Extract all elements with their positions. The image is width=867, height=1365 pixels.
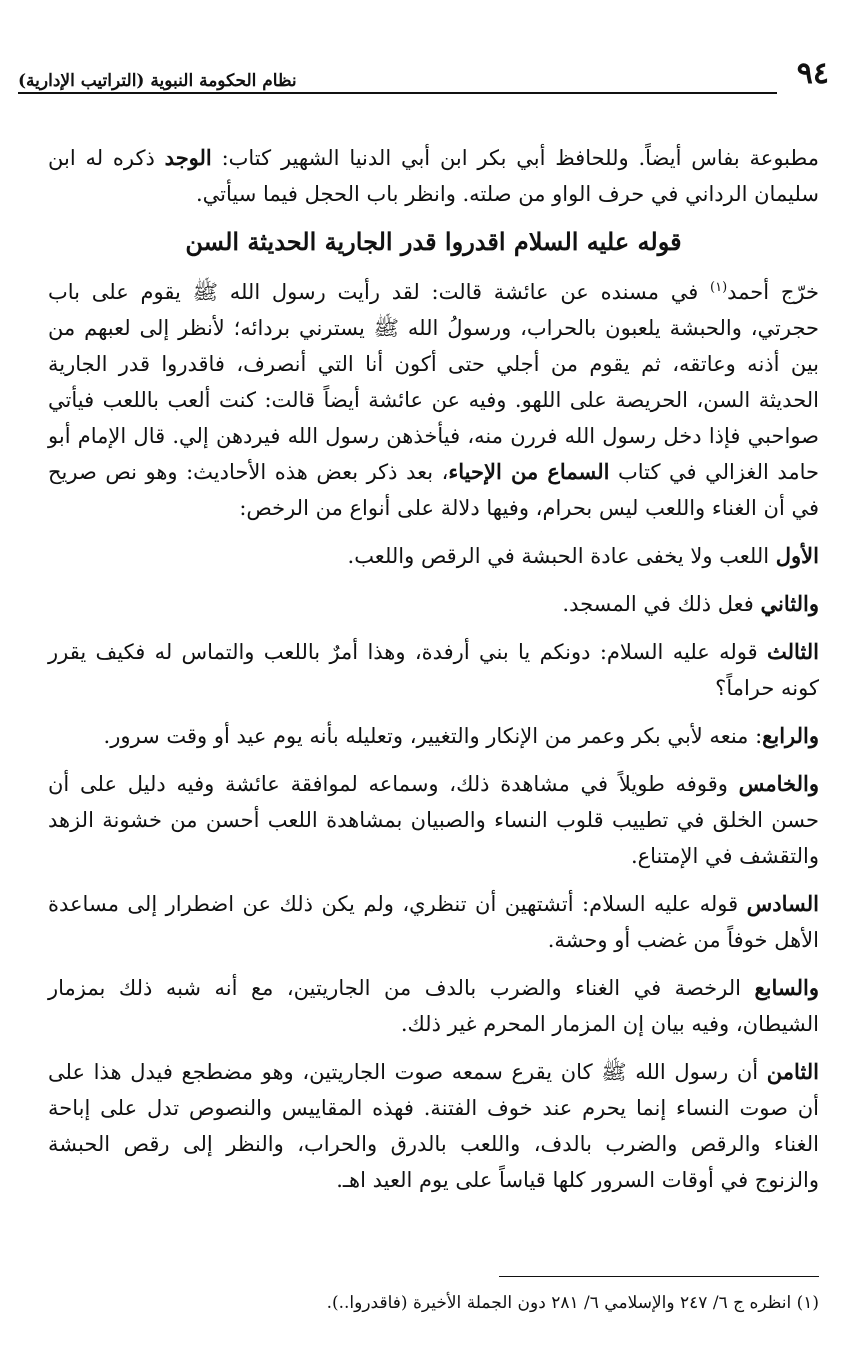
page-body	[48, 140, 819, 1210]
point-text: : منعه لأبي بكر وعمر من الإنكار والتغيير، وتعليله بأنه يوم عيد أو وقت سرور.	[103, 724, 763, 748]
point-label: والسابع	[754, 975, 819, 1000]
point-text: قوله عليه السلام: دونكم يا بني أرفدة، وهذا أمرٌ باللعب والتماس له فكيف يقرر كونه حراماً؟	[48, 640, 819, 700]
point-text: قوله عليه السلام: أتشتهين أن تنظري، ولم يكن ذلك عن اضطرار إلى مساعدة الأهل خوفاً من غضب أو وحشة.	[48, 892, 819, 952]
point-label: والرابع	[762, 723, 819, 748]
point-text: الرخصة في الغناء والضرب بالدف من الجاريتين، مع أنه شبه ذلك بمزمار الشيطان، وفيه بيان إن المزمار المحرم غير ذلك.	[48, 976, 819, 1036]
main-text-3: ، بعد ذكر بعض هذه الأحاديث: وهو نص صريح في أن الغناء واللعب ليس بحرام، وفيها دلالة على أنواع من الرخص:	[48, 460, 819, 520]
book-title: السماع من الإحياء	[448, 459, 610, 484]
footnote-rule	[499, 1276, 819, 1277]
point-label: والثاني	[760, 591, 819, 616]
point-paragraph	[48, 970, 819, 1042]
intro-text: مطبوعة بفاس أيضاً. وللحافظ أبي بكر ابن أبي الدنيا الشهير كتاب:	[211, 146, 819, 170]
point-label: السادس	[746, 891, 819, 916]
keyword-wajd: الوجد	[164, 145, 212, 170]
point-label: الأول	[775, 543, 819, 568]
point-paragraph	[48, 538, 819, 574]
intro-text-2: ذكره له ابن سليمان الرداني في حرف الواو من صلته. وانظر باب الحجل فيما سيأتي.	[48, 146, 819, 206]
point-text: اللعب ولا يخفى عادة الحبشة في الرقص واللعب.	[347, 544, 776, 568]
section-heading: قوله عليه السلام اقدروا قدر الجارية الحديثة السن	[185, 227, 682, 256]
footnote-reference: (١)	[710, 280, 728, 295]
point-paragraph	[48, 886, 819, 958]
point-label: والخامس	[738, 771, 819, 796]
point-text: فعل ذلك في المسجد.	[562, 592, 761, 616]
point-label: الثالث	[767, 639, 819, 664]
main-paragraph	[48, 274, 819, 526]
footnote: (١) انظره ج ٦/ ٢٤٧ والإسلامي ٦/ ٢٨١ دون الجملة الأخيرة (فاقدروا..).	[326, 1293, 819, 1313]
header-rule	[18, 92, 777, 94]
point-paragraph	[48, 1054, 819, 1198]
point-paragraph	[48, 586, 819, 622]
point-paragraph	[48, 718, 819, 754]
main-text-2: في مسنده عن عائشة قالت: لقد رأيت رسول الله ﷺ يقوم على باب حجرتي، والحبشة يلعبون بالحراب، ورسولُ الله ﷺ يسترني بردائه؛ لأنظر إلى لعبهم من بين أذنه وعاتقه، ثم يقوم من أجلي حتى أكون أنا التي أنصرف، فاقدروا قدر الجارية الحديثة السن، الحريصة على اللهو. وفيه عن عائشة أيضاً قالت: كنت ألعب باللعب فيأتي صواحبي فإذا دخل رسول الله فررن منه، فيأخذهن رسول الله فيردهن إلي. قال الإمام أبو حامد الغزالي في كتاب	[48, 280, 819, 484]
running-title: نظام الحكومة النبوية (التراتيب الإدارية)	[18, 71, 297, 91]
intro-paragraph	[48, 140, 819, 212]
point-text: أن رسول الله ﷺ كان يقرع سمعه صوت الجاريتين، وهو مضطجع فيدل هذا على أن صوت النساء إنما يحرم عند خوف الفتنة. فهذه المقاييس والنصوص تدل على إباحة الغناء والرقص والضرب بالدف، واللعب بالدرق والحراب، والنظر إلى رقص الحبشة والزنوج في أوقات السرور كلها قياساً على يوم العيد اهـ.	[48, 1060, 819, 1192]
point-text: وقوفه طويلاً في مشاهدة ذلك، وسماعه لموافقة عائشة وفيه دليل على أن حسن الخلق في تطييب قلوب النساء والصبيان بمشاهدة اللعب أحسن من خشونة الزهد والتقشف في الإمتناع.	[48, 772, 819, 868]
point-paragraph	[48, 634, 819, 706]
page-header	[18, 56, 829, 96]
page-number: ٩٤	[796, 56, 829, 91]
point-paragraph	[48, 766, 819, 874]
point-label: الثامن	[766, 1059, 819, 1084]
main-text-1: خرّج أحمد	[727, 280, 820, 304]
